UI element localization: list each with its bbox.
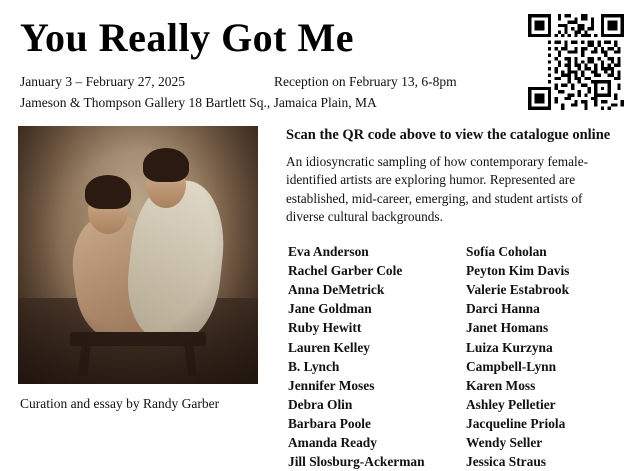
artist-name: Ruby Hewitt <box>288 320 362 336</box>
artist-name: Ashley Pelletier <box>466 396 556 412</box>
exhibition-description: An idiosyncratic sampling of how contemporary female-identified artists are exploring humor. Represented are established, mid-career, emerging, and student artists of diverse cultural backgrounds. <box>286 153 589 224</box>
artist-name: B. Lynch <box>288 358 340 374</box>
artist-name: Wendy Seller <box>466 434 543 450</box>
artist-name: Jacqueline Priola <box>466 415 566 431</box>
artist-name: Amanda Ready <box>288 434 377 450</box>
qr-code-icon[interactable] <box>528 14 624 110</box>
artist-name: Peyton Kim Davis <box>466 263 570 279</box>
artist-list <box>286 242 622 470</box>
artist-name: Janet Homans <box>466 320 549 336</box>
artist-name: Valerie Estabrook <box>466 282 570 298</box>
venue-address: Jameson & Thompson Gallery 18 Bartlett Sq., Jamaica Plain, MA <box>20 94 377 110</box>
artist-name: Eva Anderson <box>288 244 369 260</box>
artist-name: Luiza Kurzyna <box>466 339 553 355</box>
artist-name: Darci Hanna <box>466 301 540 317</box>
artist-name: Sofía Coholan <box>466 244 547 260</box>
exhibition-dates: January 3 – February 27, 2025 <box>20 74 185 89</box>
artist-name: Karen Moss <box>466 377 536 393</box>
artist-column-right <box>444 242 622 470</box>
artist-name: Barbara Poole <box>288 415 371 431</box>
artist-column-left <box>286 242 444 470</box>
artist-name: Rachel Garber Cole <box>288 263 403 279</box>
artist-name: Jennifer Moses <box>288 377 375 393</box>
artist-name: Jessica Straus <box>466 453 546 469</box>
photo-vignette <box>18 126 258 384</box>
artist-name: Anna DeMetrick <box>288 282 385 298</box>
qr-instruction: Scan the QR code above to view the catalogue online <box>286 126 611 143</box>
photo-caption: Curation and essay by Randy Garber <box>20 395 220 411</box>
exhibition-photo <box>18 126 258 384</box>
artist-name: Jill Slosburg-Ackerman <box>288 453 425 469</box>
artist-name: Campbell-Lynn <box>466 358 557 374</box>
photo-column <box>18 126 266 412</box>
reception-info: Reception on February 13, 6-8pm <box>274 74 457 89</box>
artist-name: Jane Goldman <box>288 301 372 317</box>
poster-body <box>16 126 624 471</box>
artist-name: Lauren Kelley <box>288 339 370 355</box>
text-column <box>286 126 624 471</box>
artist-name: Debra Olin <box>288 396 353 412</box>
page-title: You Really Got Me <box>20 15 355 60</box>
